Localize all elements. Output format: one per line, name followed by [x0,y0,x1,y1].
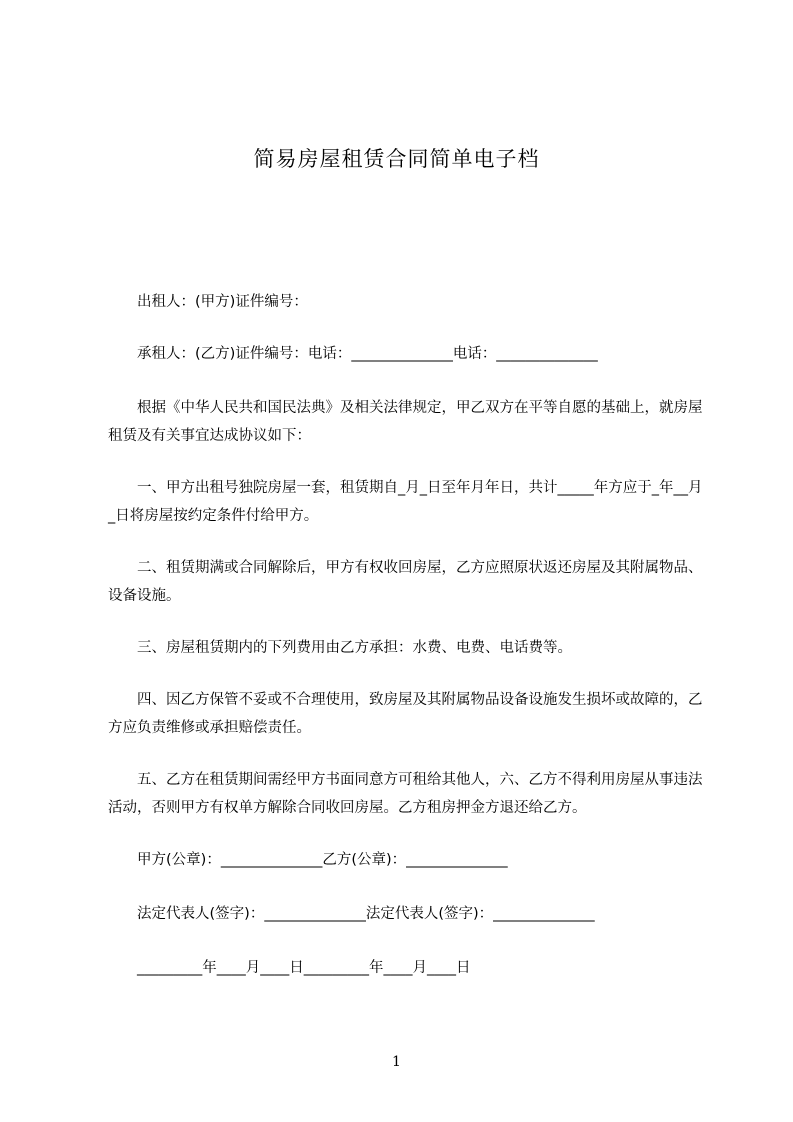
clause-1: 一、甲方出租号独院房屋一套，租赁期自_月_日至年月年日，共计_____年方应于_年__月_日将房屋按约定条件付给甲方。 [108,480,703,524]
document-title: 简易房屋租赁合同简单电子档 [253,147,540,171]
date-line: _________年____月____日_________年____月____日 [137,960,471,976]
intro-paragraph: 根据《中华人民共和国民法典》及相关法律规定，甲乙双方在平等自愿的基础上，就房屋租赁及有关事宜达成协议如下： [108,400,703,444]
page-number: 1 [392,1054,401,1070]
clause-5: 五、乙方在租赁期间需经甲方书面同意方可租给其他人，六、乙方不得利用房屋从事违法活动，否则甲方有权单方解除合同收回房屋。乙方租房押金方退还给乙方。 [108,772,703,816]
signature-line: 法定代表人(签字)：______________法定代表人(签字)：______________ [137,906,595,922]
clause-3: 三、房屋租赁期内的下列费用由乙方承担：水费、电费、电话费等。 [137,640,572,656]
clause-4: 四、因乙方保管不妥或不合理使用，致房屋及其附属物品设备设施发生损坏或故障的，乙方应负责维修或承担赔偿责任。 [108,692,703,736]
lessor-line: 出租人：(甲方)证件编号： [137,294,308,310]
clause-2: 二、租赁期满或合同解除后，甲方有权收回房屋，乙方应照原状返还房屋及其附属物品、设备设施。 [108,560,703,604]
seal-line: 甲方(公章)：______________乙方(公章)：______________ [137,852,508,868]
lessee-line: 承租人：(乙方)证件编号：电话：______________电话：______________ [137,346,598,362]
